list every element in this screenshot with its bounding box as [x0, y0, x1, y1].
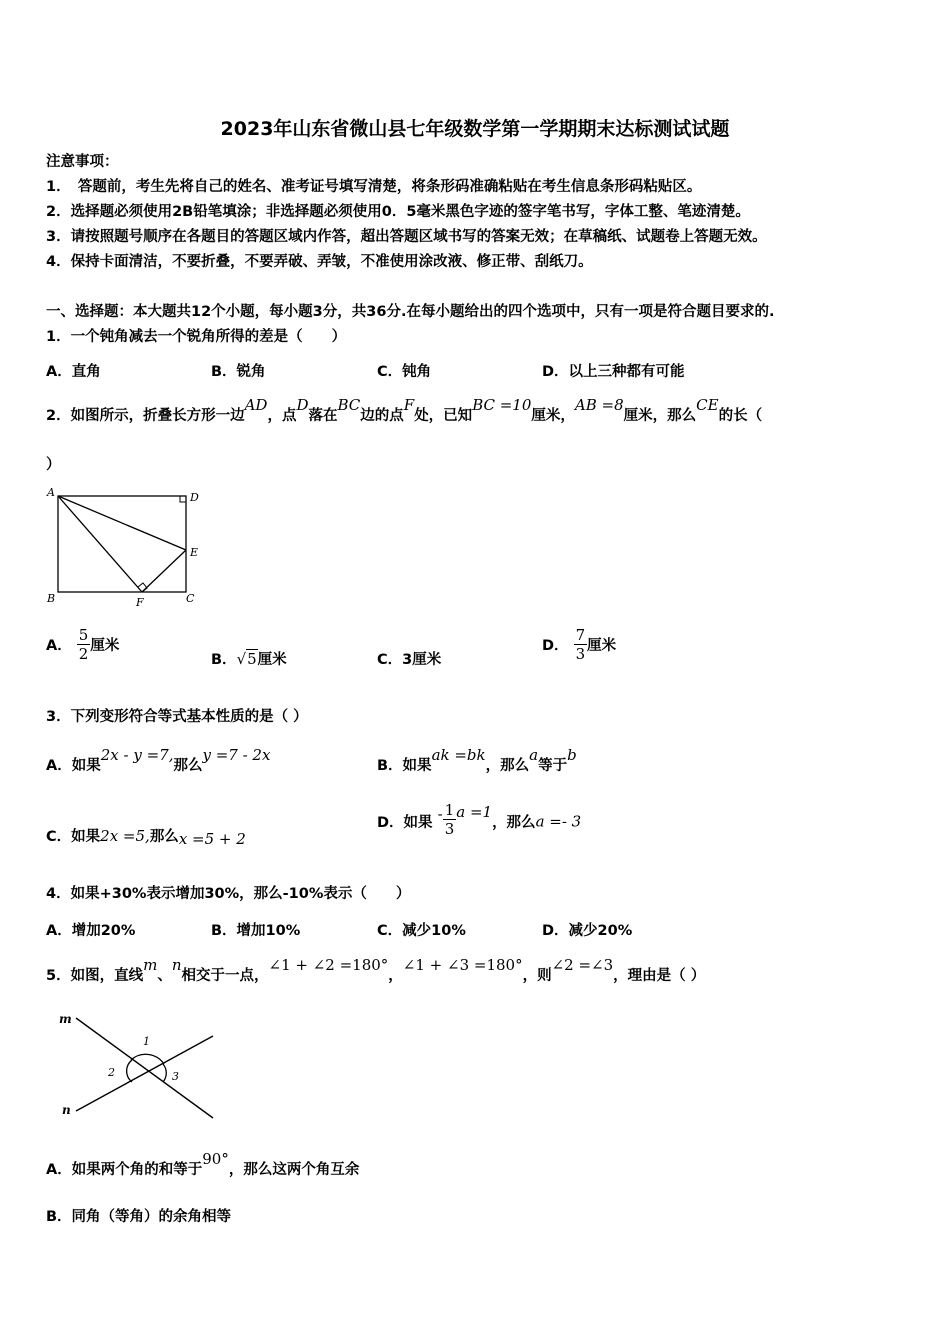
q3-text: ，那么 — [485, 758, 530, 774]
figure-label-e: E — [190, 546, 199, 559]
unit: 厘米 — [90, 638, 120, 654]
q3-math: ak =bk — [431, 746, 486, 764]
q3-text: 等于 — [538, 758, 568, 774]
q5-math: m — [143, 956, 158, 974]
figure-label-c: C — [186, 592, 195, 605]
q1-option-c: C．钝角 — [377, 364, 432, 380]
q2-text: 的长（ — [718, 408, 763, 424]
q3-text: B．如果 — [377, 758, 432, 774]
q3-math: a =1 — [456, 802, 493, 821]
unit: 厘米 — [587, 638, 617, 654]
q2-rectangle-figure — [40, 484, 210, 609]
q2-stem — [46, 396, 763, 425]
radicand: 5 — [247, 650, 257, 668]
q2-math: BC — [337, 396, 361, 414]
page-title: 2023年山东省微山县七年级数学第一学期期末达标测试试题 — [220, 118, 730, 140]
q2-close-paren: ） — [46, 457, 61, 473]
q5-text: ， — [388, 968, 403, 984]
figure-label-a: A — [47, 486, 55, 499]
fraction — [77, 626, 91, 663]
q1-option-d: D．以上三种都有可能 — [542, 364, 685, 380]
q2-text: 厘米，那么 — [623, 408, 697, 424]
q5-text: 、 — [157, 968, 172, 984]
q2-math: D — [296, 396, 309, 414]
q2-option-b — [211, 648, 287, 669]
numerator: 7 — [575, 626, 586, 644]
q2-text: ，点 — [267, 408, 297, 424]
notice-heading: 注意事项： — [46, 154, 119, 170]
q3-option-d — [377, 803, 581, 840]
angle-label-3: 3 — [172, 1070, 179, 1083]
q2-text: 落在 — [308, 408, 338, 424]
numerator: 5 — [78, 626, 89, 644]
q5-text: ，则 — [522, 968, 552, 984]
q3-text: D．如果 — [377, 815, 433, 831]
q4-stem: 4．如果+30%表示增加30%，那么-10%表示（ ） — [46, 886, 411, 902]
q5-option-a — [46, 1150, 360, 1179]
q5-text: ，理由是（ ） — [613, 968, 706, 984]
minus-sign: - — [437, 804, 443, 823]
q3-text: ，那么 — [492, 815, 536, 831]
q2-math: CE — [696, 396, 719, 414]
q5-math: ∠1 + ∠3 =180° — [402, 956, 523, 974]
q3-math: 2x - y =7, — [100, 746, 174, 764]
q5-math: 90° — [202, 1150, 229, 1168]
q5-intersecting-lines-figure — [56, 1008, 226, 1126]
q3-option-a — [46, 746, 271, 775]
q2-text: 厘米， — [531, 408, 575, 424]
q2-text: 处，已知 — [414, 408, 473, 424]
q2-text: 边的点 — [360, 408, 404, 424]
q4-option-d: D．减少20% — [542, 923, 633, 939]
q2-math: AB =8 — [574, 396, 624, 414]
numerator: 1 — [444, 801, 455, 819]
notice-item: 2．选择题必须使用2B铅笔填涂；非选择题必须使用0．5毫米黑色字迹的签字笔书写，字体工整、笔迹清楚。 — [46, 204, 750, 220]
q2-option-c: C．3厘米 — [377, 652, 442, 668]
fraction — [443, 801, 457, 838]
notice-item: 3．请按照题号顺序在各题目的答题区域内作答，超出答题区域书写的答案无效；在草稿纸、试题卷上答题无效。 — [46, 229, 767, 245]
figure-label-b: B — [47, 592, 56, 605]
q2-option-d — [542, 626, 616, 663]
q1-option-a: A．直角 — [46, 364, 101, 380]
q5-math: n — [171, 956, 182, 974]
q3-text: 那么 — [173, 758, 203, 774]
angle-label-1: 1 — [143, 1035, 150, 1048]
figure-label-n: n — [62, 1103, 71, 1117]
q3-stem: 3．下列变形符合等式基本性质的是（ ） — [46, 709, 308, 725]
q3-math: a =- 3 — [535, 812, 582, 831]
q2-text: 2．如图所示，折叠长方形一边 — [46, 408, 245, 424]
figure-label-d: D — [190, 491, 199, 504]
q5-option-b: B．同角（等角）的余角相等 — [46, 1209, 232, 1225]
unit: 厘米 — [257, 652, 287, 668]
option-letter: B． — [211, 652, 237, 668]
section-heading: 一、选择题：本大题共12个小题，每小题3分，共36分.在每小题给出的四个选项中，只有一项是符合题目要求的. — [46, 304, 775, 320]
option-letter: A． — [46, 638, 72, 654]
q4-option-c: C．减少10% — [377, 923, 466, 939]
q1-stem: 1．一个钝角减去一个锐角所得的差是（ ） — [46, 329, 347, 345]
q2-math: BC =10 — [472, 396, 532, 414]
denominator: 2 — [78, 645, 89, 663]
q3-math: y =7 - 2x — [202, 746, 271, 764]
q3-option-c — [46, 825, 246, 846]
q3-text: 那么 — [149, 829, 179, 845]
square-root: √5 — [236, 650, 257, 668]
angle-label-2: 2 — [108, 1066, 115, 1079]
q5-text: 5．如图，直线 — [46, 968, 144, 984]
q3-math: b — [567, 746, 577, 764]
q2-math: F — [403, 396, 415, 414]
q5-text: 相交于一点， — [181, 968, 269, 984]
q3-math: a — [529, 746, 539, 764]
fraction — [574, 626, 588, 663]
q2-option-a — [46, 626, 119, 663]
q5-text: ，那么这两个角互余 — [228, 1162, 360, 1178]
q3-text: C．如果 — [46, 829, 101, 845]
q3-option-b — [377, 746, 577, 775]
q5-stem — [46, 956, 706, 985]
q3-math: 2x =5, — [100, 827, 150, 845]
option-letter: D． — [542, 638, 569, 654]
notice-item: 4．保持卡面清洁，不要折叠，不要弄破、弄皱，不准使用涂改液、修正带、刮纸刀。 — [46, 254, 593, 270]
figure-label-f: F — [136, 596, 144, 609]
q4-option-a: A．增加20% — [46, 923, 136, 939]
denominator: 3 — [575, 645, 586, 663]
q5-math: ∠2 =∠3 — [551, 956, 614, 974]
notice-item: 1． 答题前，考生先将自己的姓名、准考证号填写清楚，将条形码准确粘贴在考生信息条形码粘贴区。 — [46, 179, 702, 195]
q1-option-b: B．锐角 — [211, 364, 266, 380]
figure-label-m: m — [59, 1012, 72, 1026]
q3-math: x =5 + 2 — [178, 830, 246, 848]
q5-text: A．如果两个角的和等于 — [46, 1162, 203, 1178]
q2-math: AD — [244, 396, 268, 414]
denominator: 3 — [444, 820, 455, 838]
q5-math: ∠1 + ∠2 =180° — [268, 956, 389, 974]
q4-option-b: B．增加10% — [211, 923, 301, 939]
q3-text: A．如果 — [46, 758, 101, 774]
